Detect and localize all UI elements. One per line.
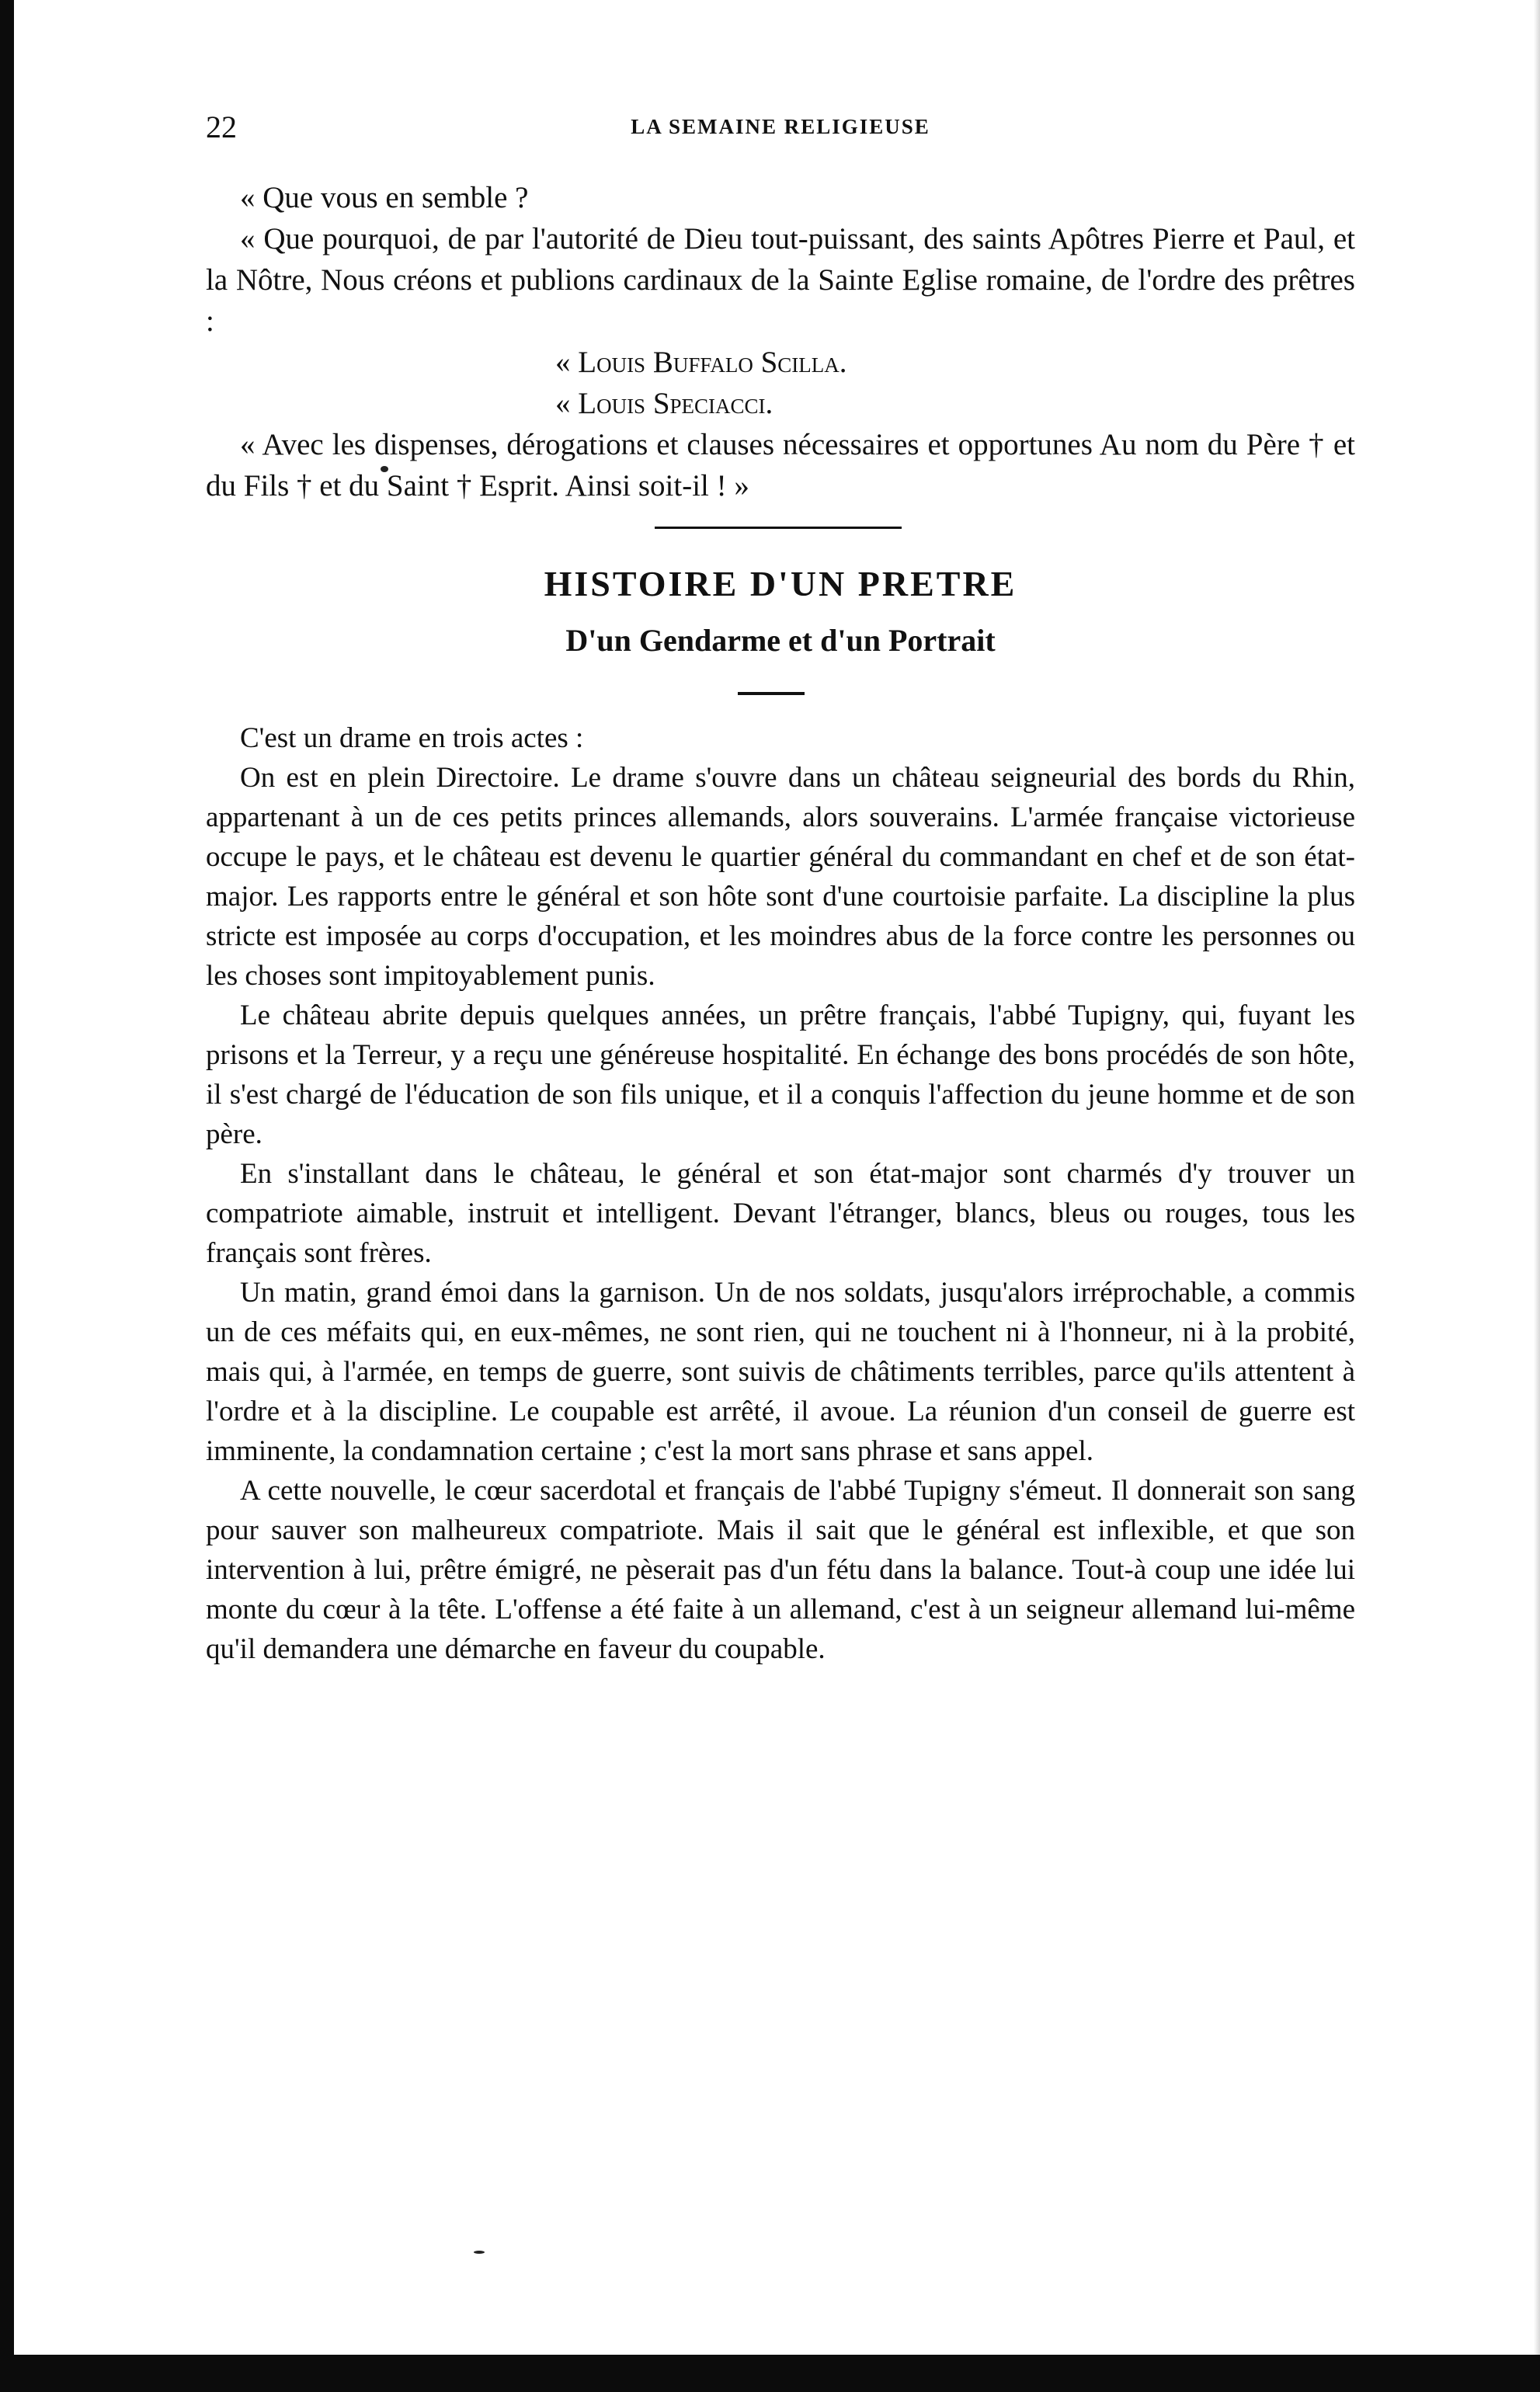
decree-section [206,177,1355,506]
decree-signature: « Louis Speciacci. [555,387,773,420]
decree-closing: « Avec les dispenses, dérogations et clauses nécessaires et opportunes Au nom du Père † et du Fils † et du Saint † Esprit. Ainsi soit-il ! » [206,428,1355,502]
scan-border-left [0,0,14,2392]
article-subtitle: D'un Gendarme et d'un Portrait [565,623,996,658]
scan-border-bottom [0,2355,1540,2392]
title-divider [738,692,805,695]
section-divider [655,527,902,529]
scan-border-right [1534,0,1540,2392]
article-paragraph: C'est un drame en trois actes : [240,722,584,754]
document-page [206,109,1355,1669]
article-paragraph: Le château abrite depuis quelques années, un prêtre français, l'abbé Tupigny, qui, fuyant les prisons et la Terreur, y a reçu une généreuse hospitalité. En échange des bons procédés de son hôte, il s'est chargé de l'éducation de son fils unique, et il a conquis l'affection du jeune homme et de son père. [206,1000,1355,1150]
page-header [206,109,1355,155]
decree-question: « Que vous en semble ? [240,181,529,214]
running-head: LA SEMAINE RELIGIEUSE [631,115,930,138]
article-paragraph: A cette nouvelle, le cœur sacerdotal et français de l'abbé Tupigny s'émeut. Il donnerait son sang pour sauver son malheureux compatriote. Mais il sait que le général est inflexible, et que son intervention à lui, prêtre émigré, ne pèserait pas d'un fétu dans la balance. Tout-à coup une idée lui monte du cœur à la tête. L'offense a été faite à un allemand, c'est à un seigneur allemand lui-même qu'il demandera une démarche en faveur du coupable. [206,1475,1355,1665]
article-body [206,718,1355,1669]
ink-speck [474,2251,485,2254]
decree-paragraph: « Que pourquoi, de par l'autorité de Dieu tout-puissant, des saints Apôtres Pierre et Paul, et la Nôtre, Nous créons et publions cardinaux de la Sainte Eglise romaine, de l'ordre des prêtres : [206,222,1355,338]
article-paragraph: On est en plein Directoire. Le drame s'ouvre dans un château seigneurial des bords du Rhin, appartenant à un de ces petits princes allemands, alors souverains. L'armée française victorieuse occupe le pays, et le château est devenu le quartier général du commandant en chef et de son état-major. Les rapports entre le général et son hôte sont d'une courtoisie parfaite. La discipline la plus stricte est imposée au corps d'occupation, et les moindres abus de la force contre les personnes ou les choses sont impitoyablement punis. [206,762,1355,992]
article-paragraph: Un matin, grand émoi dans la garnison. Un de nos soldats, jusqu'alors irréprochable, a commis un de ces méfaits qui, en eux-mêmes, ne sont rien, qui ne touchent ni à l'honneur, ni à la probité, mais qui, à l'armée, en temps de guerre, sont suivis de châtiments terribles, parce qu'ils attentent à l'ordre et à la discipline. Le coupable est arrêté, il avoue. La réunion d'un conseil de guerre est imminente, la condamnation certaine ; c'est la mort sans phrase et sans appel. [206,1277,1355,1467]
article-paragraph: En s'installant dans le château, le général et son état-major sont charmés d'y trouver un compatriote aimable, instruit et intelligent. Devant l'étranger, blancs, bleus ou rouges, tous les français sont frères. [206,1158,1355,1269]
decree-signature: « Louis Buffalo Scilla. [555,346,847,379]
article-title: HISTOIRE D'UN PRETRE [544,564,1017,603]
page-number: 22 [206,110,237,144]
